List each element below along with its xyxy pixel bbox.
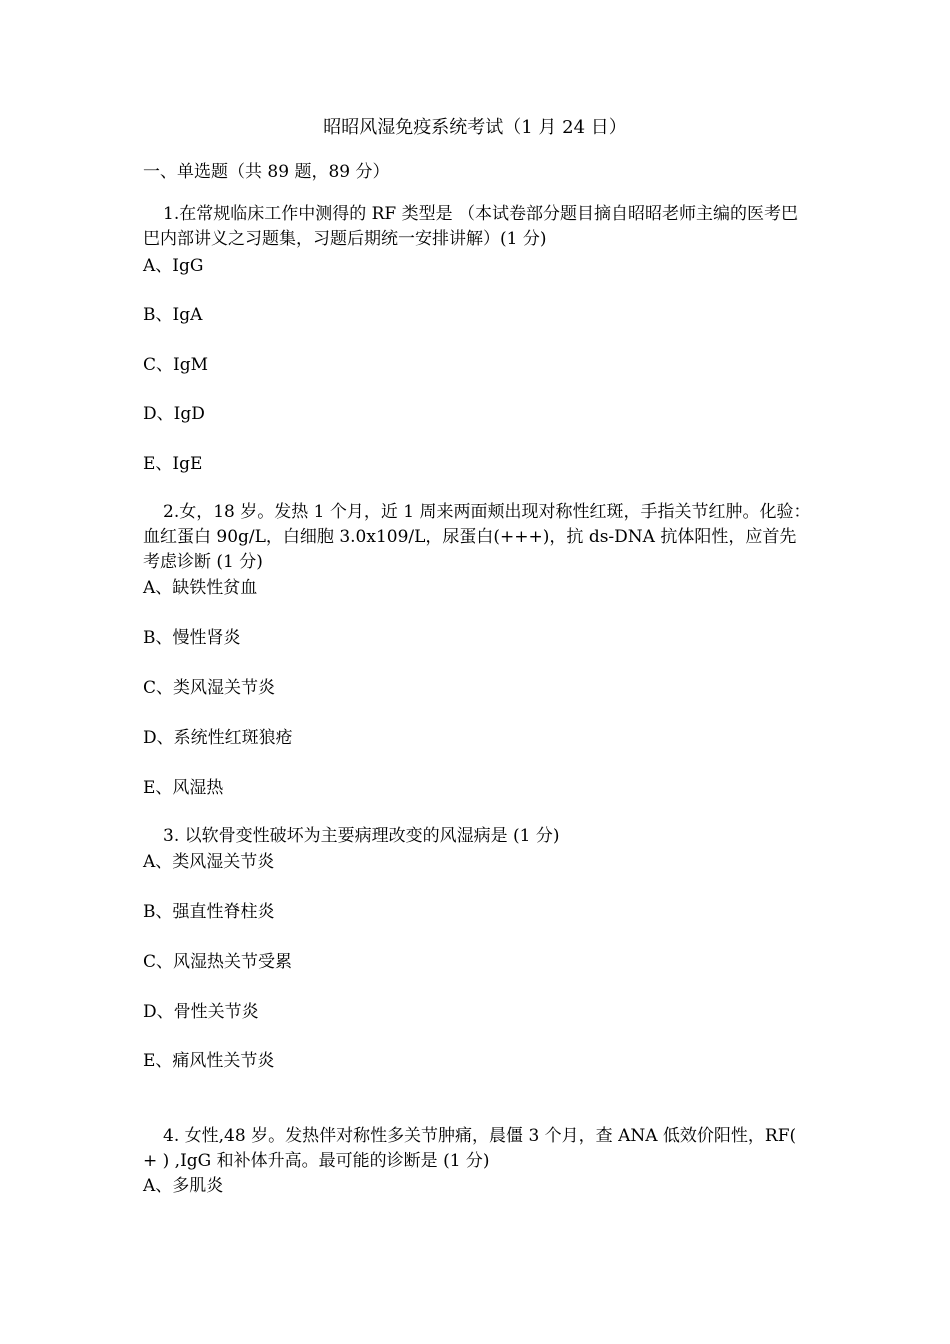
- option-d: D、IgD: [143, 404, 205, 424]
- question-stem: 2.女，18 岁。发热 1 个月，近 1 周来两面颊出现对称性红斑，手指关节红肿。化验：血红蛋白 90g/L，白细胞 3.0x109/L，尿蛋白(+++)，抗 ds-DNA 抗体阳性，应首先考虑诊断 (1 分): [143, 502, 811, 572]
- option-a: A、IgG: [143, 256, 204, 276]
- option-d: D、系统性红斑狼疮: [143, 728, 293, 748]
- question-stem: 4. 女性,48 岁。发热伴对称性多关节肿痛，晨僵 3 个月，查 ANA 低效价阳性，RF( + ) ,IgG 和补体升高。最可能的诊断是 (1 分): [143, 1126, 797, 1171]
- section-heading: 一、单选题（共 89 题，89 分）: [143, 162, 390, 182]
- option-e: E、痛风性关节炎: [143, 1051, 275, 1071]
- option-b: B、强直性脊柱炎: [143, 902, 275, 922]
- option-b: B、IgA: [143, 305, 203, 325]
- option-e: E、IgE: [143, 454, 203, 474]
- question-2: [143, 500, 813, 575]
- question-stem: 1.在常规临床工作中测得的 RF 类型是 （本试卷部分题目摘自昭昭老师主编的医考巴巴内部讲义之习题集，习题后期统一安排讲解）(1 分): [143, 204, 799, 249]
- option-b: B、慢性肾炎: [143, 628, 241, 648]
- option-c: C、类风湿关节炎: [143, 678, 276, 698]
- option-a: A、多肌炎: [143, 1176, 224, 1196]
- question-1: [143, 202, 813, 252]
- option-a: A、缺铁性贫血: [143, 578, 258, 598]
- option-c: C、风湿热关节受累: [143, 952, 293, 972]
- exam-title: 昭昭风湿免疫系统考试（1 月 24 日）: [323, 117, 627, 138]
- option-c: C、IgM: [143, 355, 209, 375]
- option-d: D、骨性关节炎: [143, 1002, 259, 1022]
- option-e: E、风湿热: [143, 778, 224, 798]
- question-4: [143, 1124, 813, 1174]
- question-3: [143, 824, 813, 849]
- option-a: A、类风湿关节炎: [143, 852, 275, 872]
- question-stem: 3. 以软骨变性破坏为主要病理改变的风湿病是 (1 分): [163, 826, 560, 846]
